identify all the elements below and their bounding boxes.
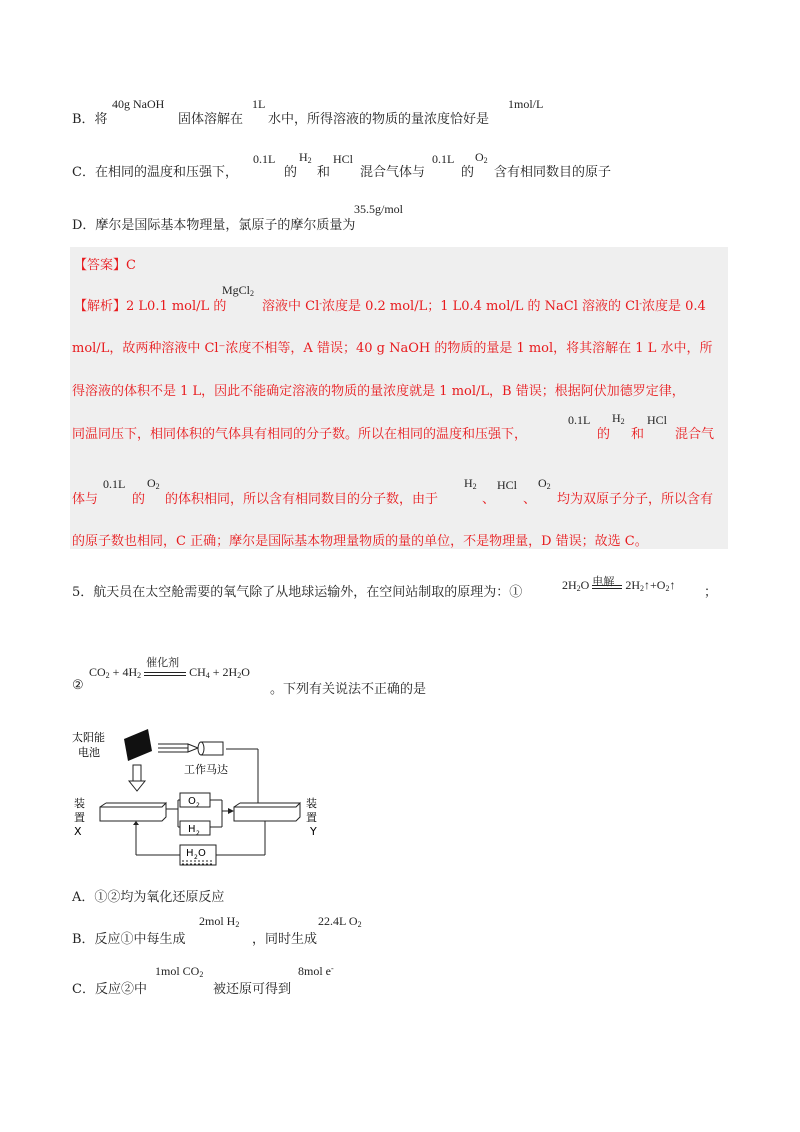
q5-option-b-f1: 2mol $H_2$ xyxy=(199,914,240,929)
q5-option-c-prefix: C．反应②中 xyxy=(72,982,147,997)
analysis-line-5c: 的体积相同，所以含有相同数目的分子数，由于 xyxy=(165,492,439,507)
analysis-l4-h2: $H_2$ xyxy=(612,411,625,426)
option-b-formula-conc: 1mol/L xyxy=(508,97,544,111)
option-b-formula-naoh: 40g NaOH xyxy=(112,97,165,111)
q5-reaction-2: $CO_2 + 4H_2$ 催化剂 $CH_4 + 2H_2O$ xyxy=(89,656,250,680)
q5-option-b-prefix: B．反应①中每生成 xyxy=(72,932,186,947)
analysis-line-1 xyxy=(74,295,226,314)
analysis-mgcl2: MgCl$_2$ xyxy=(222,283,255,298)
device-y-label: 装 xyxy=(306,797,317,810)
option-c-volume1: 0.1L xyxy=(253,152,276,166)
analysis-line-2: mol/L，故两种溶液中 Cl⁻浓度不相等，A 错误；40 g NaOH 的物质的量是 1 mol，将其溶解在 1 L 水中，所 xyxy=(72,341,713,356)
analysis-l5-o2: $O_2$ xyxy=(147,476,160,491)
device-x-label: 装 xyxy=(74,797,85,810)
analysis-line-5a: 体与 xyxy=(72,492,99,507)
svg-text:2: 2 xyxy=(196,802,200,809)
option-b-formula-1l: 1L xyxy=(252,97,266,111)
option-b-text1: 固体溶解在 xyxy=(178,112,244,127)
option-c-prefix: C．在相同的温度和压强下， xyxy=(72,165,238,180)
q5-option-b-f2: 22.4L $O_2$ xyxy=(318,914,362,929)
analysis-l5-sep1: 、 xyxy=(482,492,496,507)
q5-r1-end: ； xyxy=(704,585,718,600)
analysis-l5-sep2: 、 xyxy=(523,492,537,507)
svg-text:2: 2 xyxy=(196,830,200,837)
q5-text: 5．航天员在太空舱需要的氧气除了从地球运输外，在空间站制取的原理为：① xyxy=(72,585,523,600)
analysis-l5-o2b: $O_2$ xyxy=(538,476,551,491)
analysis-l4-and: 和 xyxy=(631,427,645,442)
answer-label: 【答案】C xyxy=(74,258,136,273)
analysis-line-3: 得溶液的体积不是 1 L，因此不能确定溶液的物质的量浓度就是 1 mol/L，B 错误；根据阿伏加德罗定律， xyxy=(72,384,685,399)
svg-text:Y: Y xyxy=(310,825,317,838)
svg-text:置: 置 xyxy=(74,811,85,824)
option-c-text4: 的 xyxy=(461,165,475,180)
analysis-line-1b: 溶液中 Cl-浓度是 0.2 mol/L；1 L0.4 mol/L 的 NaCl 溶液的 Cl-浓度是 0.4 xyxy=(262,299,706,314)
q5-reaction-1: $2H_2O$ 电解 $2H_2↑+O_2↑$ xyxy=(562,575,676,593)
analysis-label: 【解析】 xyxy=(74,299,127,314)
r1-condition: 电解 xyxy=(592,575,615,588)
solar-label: 太阳能 xyxy=(72,731,105,744)
solar-panel-icon xyxy=(124,729,152,761)
apparatus-diagram xyxy=(70,725,330,875)
analysis-l1a: 2 L0.1 mol/L 的 xyxy=(126,299,227,314)
svg-text:O: O xyxy=(188,796,196,807)
analysis-line-6: 的原子数也相同，C 正确；摩尔是国际基本物理量物质的量的单位，不是物理量，D 错误；故选 C。 xyxy=(72,534,648,549)
analysis-l4-volume: 0.1L xyxy=(568,413,591,427)
q5-r2-num: ② xyxy=(72,678,84,693)
q5-r2-end: 。下列有关说法不正确的是 xyxy=(270,682,427,697)
option-c-text2: 和 xyxy=(317,165,331,180)
option-c-volume2: 0.1L xyxy=(432,152,455,166)
analysis-line-4c: 混合气 xyxy=(675,427,715,442)
q5-option-a: A．①②均为氧化还原反应 xyxy=(72,890,225,905)
q5-option-b-mid: ，同时生成 xyxy=(252,932,318,947)
option-c-text3: 混合气体与 xyxy=(360,165,426,180)
option-c-h2: $H_2$ xyxy=(299,150,312,165)
svg-text:2: 2 xyxy=(194,854,198,861)
analysis-l4-hcl: HCl xyxy=(647,413,668,427)
q5-option-c-mid: 被还原可得到 xyxy=(213,982,292,997)
q5-option-c-f1: 1mol $CO_2$ xyxy=(155,964,204,979)
svg-text:置: 置 xyxy=(306,811,317,824)
svg-text:X: X xyxy=(74,825,82,838)
r2-condition: 催化剂 xyxy=(146,656,180,669)
option-b-text2: 水中，所得溶液的物质的量浓度恰好是 xyxy=(268,112,490,127)
svg-text:H: H xyxy=(188,824,196,835)
option-c-o2: $O_2$ xyxy=(475,150,488,165)
analysis-l5-volume: 0.1L xyxy=(103,477,126,491)
analysis-line-4b: 的 xyxy=(597,427,611,442)
analysis-l5-hcl: HCl xyxy=(497,478,518,492)
analysis-line-5b: 的 xyxy=(132,492,146,507)
analysis-line-5d: 均为双原子分子，所以含有 xyxy=(557,492,714,507)
option-d-text: D．摩尔是国际基本物理量，氯原子的摩尔质量为 xyxy=(72,218,356,233)
option-d-formula: 35.5g/mol xyxy=(354,202,404,216)
motor-label: 工作马达 xyxy=(184,763,228,776)
analysis-l5-h2: $H_2$ xyxy=(464,476,477,491)
q5-option-c-f2: 8mol e- xyxy=(298,964,334,978)
option-c-text5: 含有相同数目的原子 xyxy=(494,165,612,180)
option-c-hcl: HCl xyxy=(333,152,354,166)
svg-text:O: O xyxy=(198,848,206,859)
option-c-text1: 的 xyxy=(284,165,298,180)
svg-text:H: H xyxy=(186,848,194,859)
option-b xyxy=(72,108,108,127)
svg-text:电池: 电池 xyxy=(78,746,100,759)
option-b-prefix: B．将 xyxy=(72,112,108,127)
analysis-line-4a: 同温同压下，相同体积的气体具有相同的分子数。所以在相同的温度和压强下， xyxy=(72,427,528,442)
